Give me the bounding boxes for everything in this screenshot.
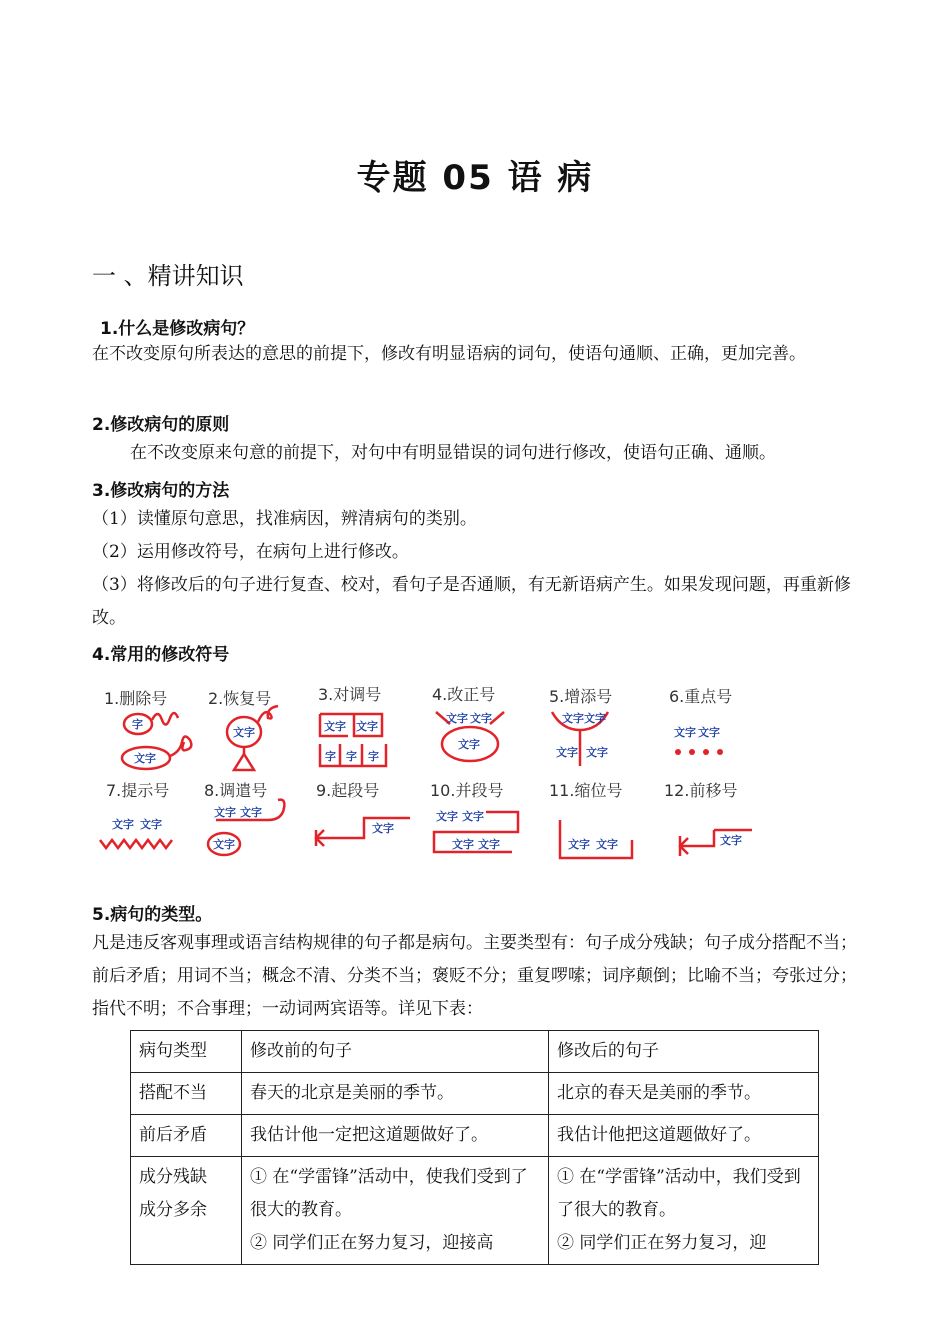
svg-text:文字: 文字 bbox=[584, 712, 606, 725]
restore-mark-icon bbox=[227, 706, 278, 770]
emphasis-mark-icon bbox=[674, 725, 723, 755]
svg-text:文字: 文字 bbox=[556, 746, 578, 759]
svg-text:文字: 文字 bbox=[134, 752, 156, 765]
svg-text:字: 字 bbox=[346, 750, 357, 763]
q2-text: 在不改变原来句意的前提下，对句中有明显错误的词句进行修改，使语句正确、通顺。 bbox=[130, 443, 776, 463]
q5-text: 凡是违反客观事理或语言结构规律的句子都是病句。主要类型有：句子成分残缺；句子成分搭配不当；前后矛盾；用词不当；概念不清、分类不当；褒贬不分；重复啰嗦；词序颠倒；比喻不当；夸张过分；指代不明；不合事理；一动词两宾语等。详见下表： bbox=[92, 933, 857, 1019]
svg-text:文字: 文字 bbox=[112, 818, 134, 831]
q1-text: 在不改变原句所表达的意思的前提下，修改有明显语病的词句，使语句通顺、正确，更加完善。 bbox=[92, 344, 806, 364]
move-mark-icon bbox=[208, 800, 284, 855]
svg-text:文字: 文字 bbox=[596, 838, 618, 851]
table-header-cell: 修改前的句子 bbox=[242, 1031, 549, 1073]
svg-text:文字: 文字 bbox=[233, 726, 255, 739]
svg-text:文字: 文字 bbox=[356, 720, 378, 733]
table-cell: 春天的北京是美丽的季节。 bbox=[242, 1073, 549, 1115]
correct-mark-icon bbox=[436, 711, 504, 761]
table-cell: 我估计他一定把这道题做好了。 bbox=[242, 1115, 549, 1157]
symbol-label-2: 2.恢复号 bbox=[208, 689, 272, 708]
table-row bbox=[131, 1157, 819, 1265]
q3-step-3: （3）将修改后的句子进行复查、校对，看句子是否通顺，有无新语病产生。如果发现问题，再重新修改。 bbox=[92, 575, 851, 628]
svg-text:文字: 文字 bbox=[372, 822, 394, 835]
q1-heading: 1.什么是修改病句？ bbox=[100, 319, 255, 339]
q3-step-1: （1）读懂原句意思，找准病因，辨清病句的类别。 bbox=[92, 509, 477, 529]
table-cell: 北京的春天是美丽的季节。 bbox=[549, 1073, 819, 1115]
table-cell: ① 在“学雷锋”活动中，我们受到了很大的教育。 ② 同学们正在努力复习，迎 bbox=[549, 1157, 819, 1265]
svg-text:文字: 文字 bbox=[586, 746, 608, 759]
symbol-label-6: 6.重点号 bbox=[669, 687, 733, 706]
symbol-label-1: 1.删除号 bbox=[104, 689, 168, 708]
insert-mark-icon bbox=[552, 711, 608, 766]
page-title: 专题 05 语 病 bbox=[356, 158, 594, 198]
table-row bbox=[131, 1115, 819, 1157]
svg-text:文字: 文字 bbox=[436, 810, 458, 823]
q2-heading: 2.修改病句的原则 bbox=[92, 415, 230, 435]
error-types-table bbox=[130, 1030, 819, 1265]
svg-text:字: 字 bbox=[325, 750, 336, 763]
table-header-row bbox=[131, 1031, 819, 1073]
svg-text:文字: 文字 bbox=[214, 806, 236, 819]
symbol-label-11: 11.缩位号 bbox=[549, 781, 623, 800]
svg-text:文字: 文字 bbox=[720, 834, 742, 847]
section-heading: 一 、精讲知识 bbox=[92, 262, 244, 290]
q3-step-2: （2）运用修改符号，在病句上进行修改。 bbox=[92, 542, 409, 562]
svg-text:字: 字 bbox=[368, 750, 379, 763]
table-cell: 我估计他把这道题做好了。 bbox=[549, 1115, 819, 1157]
new-paragraph-mark-icon bbox=[316, 818, 410, 846]
symbol-label-4: 4.改正号 bbox=[432, 685, 496, 704]
swap-mark-icon bbox=[320, 714, 386, 766]
table-cell: ① 在“学雷锋”活动中，使我们受到了很大的教育。 ② 同学们正在努力复习，迎接高 bbox=[242, 1157, 549, 1265]
svg-text:文字: 文字 bbox=[452, 838, 474, 851]
delete-mark-icon bbox=[122, 713, 191, 769]
q4-heading: 4.常用的修改符号 bbox=[92, 645, 230, 665]
symbol-label-9: 9.起段号 bbox=[316, 781, 380, 800]
svg-text:文字: 文字 bbox=[462, 810, 484, 823]
svg-text:文字: 文字 bbox=[562, 712, 584, 725]
svg-text:文字: 文字 bbox=[140, 818, 162, 831]
svg-text:文字: 文字 bbox=[470, 712, 492, 725]
table-cell: 成分残缺 成分多余 bbox=[131, 1157, 242, 1265]
svg-text:文字: 文字 bbox=[213, 838, 235, 851]
merge-paragraph-mark-icon bbox=[434, 809, 518, 852]
table-cell: 前后矛盾 bbox=[131, 1115, 242, 1157]
table-row bbox=[131, 1073, 819, 1115]
revision-symbols-figure bbox=[92, 680, 762, 880]
svg-text:文字: 文字 bbox=[324, 720, 346, 733]
symbol-label-10: 10.并段号 bbox=[430, 781, 504, 800]
move-forward-mark-icon bbox=[680, 830, 752, 856]
svg-text:字: 字 bbox=[132, 718, 143, 731]
symbol-label-8: 8.调遣号 bbox=[204, 781, 268, 800]
q5-heading: 5.病句的类型。 bbox=[92, 905, 213, 925]
svg-text:文字: 文字 bbox=[698, 726, 720, 739]
svg-text:文字: 文字 bbox=[240, 806, 262, 819]
svg-text:文字: 文字 bbox=[458, 738, 480, 751]
q3-heading: 3.修改病句的方法 bbox=[92, 481, 230, 501]
svg-text:文字: 文字 bbox=[674, 726, 696, 739]
svg-text:文字: 文字 bbox=[478, 838, 500, 851]
symbol-label-12: 12.前移号 bbox=[664, 781, 738, 800]
table-header-cell: 病句类型 bbox=[131, 1031, 242, 1073]
hint-mark-icon bbox=[100, 817, 172, 848]
table-header-cell: 修改后的句子 bbox=[549, 1031, 819, 1073]
indent-mark-icon bbox=[560, 820, 632, 858]
symbol-label-3: 3.对调号 bbox=[318, 685, 382, 704]
symbol-label-7: 7.提示号 bbox=[106, 781, 170, 800]
table-cell: 搭配不当 bbox=[131, 1073, 242, 1115]
svg-text:文字: 文字 bbox=[568, 838, 590, 851]
symbol-label-5: 5.增添号 bbox=[549, 687, 613, 706]
svg-text:文字: 文字 bbox=[446, 712, 468, 725]
